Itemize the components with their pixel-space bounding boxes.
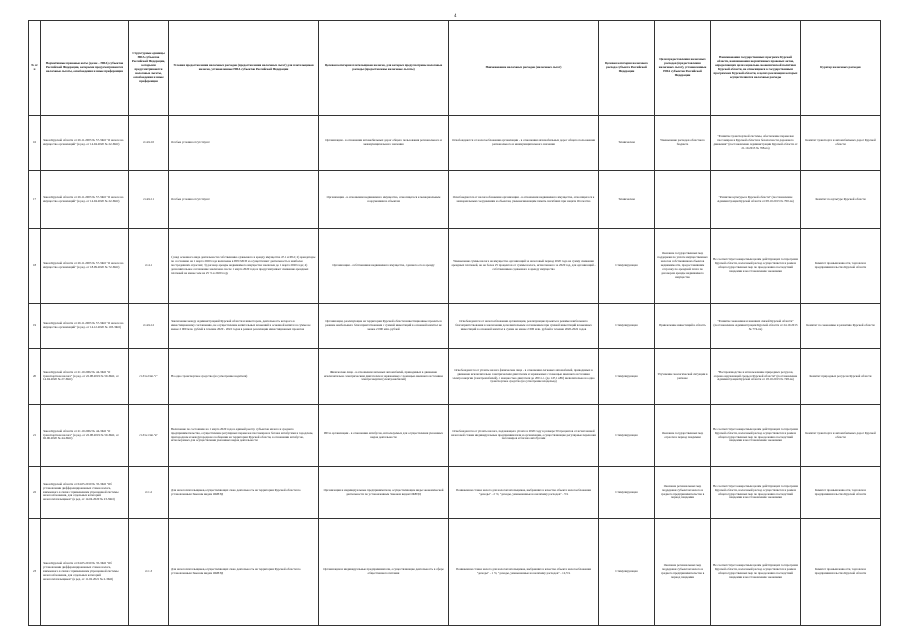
row-act: Закон Курской области от 04.05.2010 № 35-ЗКО "Об установлении дифференцированных ставок налога, взимаемого в связи с применением упрощенной системы налогообложения, для отдельных категорий налогоплательщиков" (в ред. от 11.02.2021 № 2-ЗКО) xyxy=(41,519,129,626)
row-target-category: Техническая xyxy=(599,116,655,171)
header-target-category: Целевая категория налогового расхода субъекта Российской Федерации xyxy=(599,21,655,116)
page-number: 4 xyxy=(454,14,457,19)
row-goals: Оказание региональных мер поддержки субъектам малого и среднего предпринимательства в период пандемии xyxy=(655,519,711,626)
table-row xyxy=(29,467,881,519)
table-row xyxy=(29,405,881,467)
row-unit: ст.4/п.11 xyxy=(129,171,169,229)
row-target-category: Стимулирующая xyxy=(599,405,655,467)
row-unit: ст.3/п.1/пп."в" xyxy=(129,405,169,467)
header-units: Структурные единицы НПА субъектов Российской Федерации, которыми предусматриваются налоговые льготы, освобождения и иные преференции xyxy=(129,21,169,116)
row-conditions: 1) вид основного вида деятельности собственника сдаваемого в аренду имущества 47.1 и 68.2; 2) арендаторы по состоянию на 1 марта 2020 года включены в ПРСМСП и осуществляют деятельность в наиболее пострадавших отраслях; 3) договор аренды недвижимого имущества заключен до 1 марта 2020 года; 4) дополнительное соглашение заключено после 1 марта 2020 года и предусматривает снижение арендных платежей не менее чем на 25 % в 2020 году xyxy=(169,229,319,304)
row-target-category: Стимулирующая xyxy=(599,519,655,626)
row-programs: Не соответствует конкретным целям действующих госпрограмм Курской области, налоговый расход осуществляется в рамках общегосударственных мер по преодолению последствий пандемии и восстановлению экономики xyxy=(711,229,801,304)
row-programs: "Воспроизводство и использование природных ресурсов, охрана окружающей среды в Курской области" (постановление Администрации Курской области от 18.10.2013 № 748-па) xyxy=(711,349,801,405)
header-goals: Цели предоставления налоговых расходов (предоставления налоговых льгот), установленные НПА субъектов Российской Федерации xyxy=(655,21,711,116)
row-name: Пониженная ставка налога для налогоплательщиков, выбравших в качестве объекта налогообложения "доходы" - 1 %; "доходы, уменьшенные на величину расходов" - 12,5% xyxy=(449,519,599,626)
row-conditions: На одно транспортное средство (на усмотрение водителя) xyxy=(169,349,319,405)
row-unit: ст.4/п.12 xyxy=(129,304,169,349)
row-unit: ст.3/п.2/пп."г" xyxy=(129,349,169,405)
row-programs: "Развитие экономики и внешних связей Курской области" (постановление Администрации Курской области от 24.10.2013 № 774-па) xyxy=(711,304,801,349)
table-row xyxy=(29,304,881,349)
row-target-category: Стимулирующая xyxy=(599,467,655,519)
row-curator: Комитет транспорта и автомобильных дорог Курской области xyxy=(801,116,881,171)
row-curator: Комитет по экономике и развитию Курской области xyxy=(801,304,881,349)
header-name: Наименование налоговых расходов (налоговых льгот) xyxy=(449,21,599,116)
table-row xyxy=(29,171,881,229)
row-programs: Не соответствует конкретным целям действующих госпрограмм Курской области, налоговый расход осуществляется в рамках общегосударственных мер по преодолению последствий пандемии и восстановлению экономики xyxy=(711,405,801,467)
row-act: Закон Курской области от 26.11.2003 № 57-ЗКО "О налоге на имущество организаций" (в ред. от 18.09.2020 № 72-ЗКО) xyxy=(41,229,129,304)
table-row xyxy=(29,349,881,405)
row-target-category: Стимулирующая xyxy=(599,229,655,304)
row-act: Закон Курской области от 21.10.2002 № 44-ЗКО "О транспортном налоге" (в ред. от 22.08.2019 № 50-ЗКО, от 02.06.2020 № 44-ЗКО) xyxy=(41,405,129,467)
row-programs: "Развитие культуры в Курской области" (постановление Администрации Курской области от 08.10.2013 № 700-па) xyxy=(711,171,801,229)
row-number: 23 xyxy=(29,519,41,626)
row-act: Закон Курской области от 04.05.2010 № 35-ЗКО "Об установлении дифференцированных ставок налога, взимаемого в связи с применением упрощенной системы налогообложения, для отдельных категорий налогоплательщиков" (в ред. от 14.04.2020 № 23-ЗКО) xyxy=(41,467,129,519)
row-unit: ст.4.1 xyxy=(129,229,169,304)
row-goals: Оказание региональных мер поддержки субъектам малого и среднего предпринимательства в период пандемии xyxy=(655,467,711,519)
row-goals xyxy=(655,171,711,229)
row-programs: Не соответствует конкретным целям действующих госпрограмм Курской области, налоговый расход осуществляется в рамках общегосударственных мер по преодолению последствий пандемии и восстановлению экономики xyxy=(711,519,801,626)
row-curator: Комитет промышленности, торговли и предпринимательства Курской области xyxy=(801,229,881,304)
row-number: 18 xyxy=(29,229,41,304)
row-name: Освобождаются от налогообложения организации - в отношении недвижимого имущества, относящегося к мемориальным сооружениям и объектам, увековечивающим память погибших при защите Отечества xyxy=(449,171,599,229)
row-programs: Не соответствует конкретным целям действующих госпрограмм Курской области, налоговый расход осуществляется в рамках общегосударственных мер по преодолению последствий пандемии и восстановлению экономики xyxy=(711,467,801,519)
row-number: 20 xyxy=(29,349,41,405)
row-number: 17 xyxy=(29,171,41,229)
row-goals: Оказание государственных мер отрасли в период пандемии xyxy=(655,405,711,467)
row-goals: Привлечение инвестиций в область xyxy=(655,304,711,349)
table-header-row xyxy=(29,21,881,116)
row-name: Освобождаются от уплаты налога физические лица - в отношении легковых автомобилей, приводимых в движение исключительно электрическим двигателем и заряжаемых с помощью внешнего источника электроэнергии (электромобилей), с мощностью двигателя до 200 л.с. (до 147,1 кВт) включительно на одно транспортное средство (на усмотрение владельца) xyxy=(449,349,599,405)
row-conditions: Для налогоплательщиков,осуществляющих свою деятельность на территории Курской области по установленным Законом видам ОКВЭД xyxy=(169,467,319,519)
table-row xyxy=(29,229,881,304)
row-name: Освобождаются от уплаты налога, подлежащего уплате в 2020 году в размере 50 процентов от исчисленной налоговой ставки индивидуальные предприниматели и организации, осуществляющие регулярные перевозки пассажиров и багажа автобусами xyxy=(449,405,599,467)
row-number: 22 xyxy=(29,467,41,519)
row-curator: Комитет промышленности, торговли и предпринимательства Курской области xyxy=(801,519,881,626)
header-curator: Куратор налоговых расходов xyxy=(801,21,881,116)
row-conditions: Особые условия отсутствуют xyxy=(169,116,319,171)
tax-expenditures-table xyxy=(28,20,881,626)
row-category: Физические лица - в отношении легковых автомобилей, приводимых в движение исключительно электрическим двигателем и заряжаемых с помощью внешнего источника электроэнергии (электромобилей) xyxy=(319,349,449,405)
row-conditions: Особые условия отсутствуют xyxy=(169,171,319,229)
table-row xyxy=(29,116,881,171)
row-unit: ст.1.2 xyxy=(129,467,169,519)
row-name: Пониженная ставка налога для налогоплательщиков, выбравших в качестве объекта налогообложения "доходы" - 2 %; "доходы, уменьшенные на величину расходов" - 5% xyxy=(449,467,599,519)
row-number: 19 xyxy=(29,304,41,349)
row-curator: Комитет по культуре Курской области xyxy=(801,171,881,229)
row-unit: ст.4/п.10 xyxy=(129,116,169,171)
row-curator: Комитет транспорта и автомобильных дорог Курской области xyxy=(801,405,881,467)
row-category: Организации - собственники недвижимого имущества, сданного его в аренду xyxy=(319,229,449,304)
row-number: 21 xyxy=(29,405,41,467)
header-num: № п/п xyxy=(29,21,41,116)
row-unit: ст.1.3 xyxy=(129,519,169,626)
row-act: Закон Курской области от 26.11.2003 № 57-ЗКО "О налоге на имущество организаций" (в ред. от 14.04.2020 № 22-ЗКО) xyxy=(41,171,129,229)
header-conditions: Условия предоставления налоговых расходов (предоставления налоговых льгот) для плательщиков налогов, установленные НПА субъектов Российской Федерации xyxy=(169,21,319,116)
row-goals: Улучшение экологической ситуации в регионе xyxy=(655,349,711,405)
row-target-category: Стимулирующая xyxy=(599,349,655,405)
row-curator: Комитет промышленности, торговли и предпринимательства Курской области xyxy=(801,467,881,519)
row-category: Организации, реализующие на территории Курской области инвестиционные проекты в режиме наибольшего благоприятствования с суммой инвестиций в основной капитал не менее 2 000 млн. рублей xyxy=(319,304,449,349)
row-number: 16 xyxy=(29,116,41,171)
row-name: Освобождаются от налогообложения организации - в отношении автомобильных дорог общего пользования регионального и межмуниципального значения xyxy=(449,116,599,171)
row-conditions: Заключение между Администрацией Курской области и инвестором, деятельность которого в инвестиционному соглашению, не осуществление капитальных вложений в основной капитал в сумме не менее 2 000 млн. рублей в течение 2020 - 2022 годов в рамках реализации инвестиционных проектов xyxy=(169,304,319,349)
row-category: Организации и индивидуальные предприниматели, осуществляющие деятельность в сфере общественного питания xyxy=(319,519,449,626)
row-act: Закон Курской области от 26.11.2003 № 57-ЗКО "О налоге на имущество организаций" (в ред. от 14.04.2020 № 22-ЗКО) xyxy=(41,116,129,171)
row-goals: Уменьшение расходов областного бюджета xyxy=(655,116,711,171)
row-conditions: Для налогоплательщиков,осуществляющих свою деятельность на территории Курской области по установленным Законом видам ОКВЭД xyxy=(169,519,319,626)
header-category: Целевая категория плательщиков налогов, для которых предусмотрены налоговые расходы (предоставлены налоговые льготы) xyxy=(319,21,449,116)
row-name: Освобождаются от налогообложения организации, реализующие проекты в режиме наибольшего благоприятствования в заключении дополнительным соглашением при суммой инвестиций вложенных инвестиций в основной капитал в сумме не менее 2 000 млн. рублей в течение 2020-2022 годов xyxy=(449,304,599,349)
row-category: ИП и организации - в отношении автобусов, используемых для осуществления указанных видов деятельности xyxy=(319,405,449,467)
row-conditions: Включение по состоянию на 1 марта 2020 года в единый реестр субъектов малого и среднего предпринимательства, осуществление регулярных перевозок пассажиров и багажа автобусами в городском, пригородном и междугородном сообщении на территории Курской области, в отношении автобусов, используемых для осуществления указанных видов деятельности xyxy=(169,405,319,467)
header-programs: Наименования государственных программ Курской области, наименования нормативных правовых актов, определяющих цели социально-экономической политики Курской области, не относящиеся к государственным программам Курской области, в целях реализации которых осуществляются налоговые расходы xyxy=(711,21,801,116)
row-category: Организации - в отношении автомобильных дорог общего пользования регионального и межмуниципального значения xyxy=(319,116,449,171)
row-category: Организации и индивидуальные предприниматели, осуществляющие виды экономической деятельности по установленным Законом видам ОКВЭД xyxy=(319,467,449,519)
row-name: Уменьшение суммы налога на имущество организаций за налоговый период 2020 года на сумму снижения арендных платежей, но не более 25 процентов от суммы налога, исчисленного за 2020 год, для организаций - собственников сдаваемого в аренду имущества xyxy=(449,229,599,304)
row-target-category: Техническая xyxy=(599,171,655,229)
row-goals: Оказание государственных мер поддержки по уплате имущественных налогов собственникам объектов недвижимости, предоставившим отсрочку по арендной плате по договорам аренды недвижимого имущества xyxy=(655,229,711,304)
row-act: Закон Курской области от 26.11.2003 № 57-ЗКО "О налоге на имущество организаций" (в ред. от 14.12.2020 № 103-ЗКО) xyxy=(41,304,129,349)
row-target-category: Стимулирующая xyxy=(599,304,655,349)
row-act: Закон Курской области от 21.10.2002 № 44-ЗКО "О транспортном налоге" (в ред. от 22.08.2019 № 50-ЗКО, от 14.04.2020 № 27-ЗКО) xyxy=(41,349,129,405)
row-curator: Комитет природных ресурсов Курской области xyxy=(801,349,881,405)
table-row xyxy=(29,519,881,626)
header-act: Нормативные правовые акты (далее – НПА) субъектов Российской Федерации, которыми предусматриваются налоговые льготы, освобождения и иные преференции xyxy=(41,21,129,116)
row-programs: "Развитие транспортной системы, обеспечение перевозки пассажиров в Курской области и безопасности дорожного движения" (постановление Администрации Курской области от 21.10.2013 № 768-па) xyxy=(711,116,801,171)
row-category: Организации - в отношении недвижимого имущества, относящегося к мемориальным сооружениям и объектам xyxy=(319,171,449,229)
